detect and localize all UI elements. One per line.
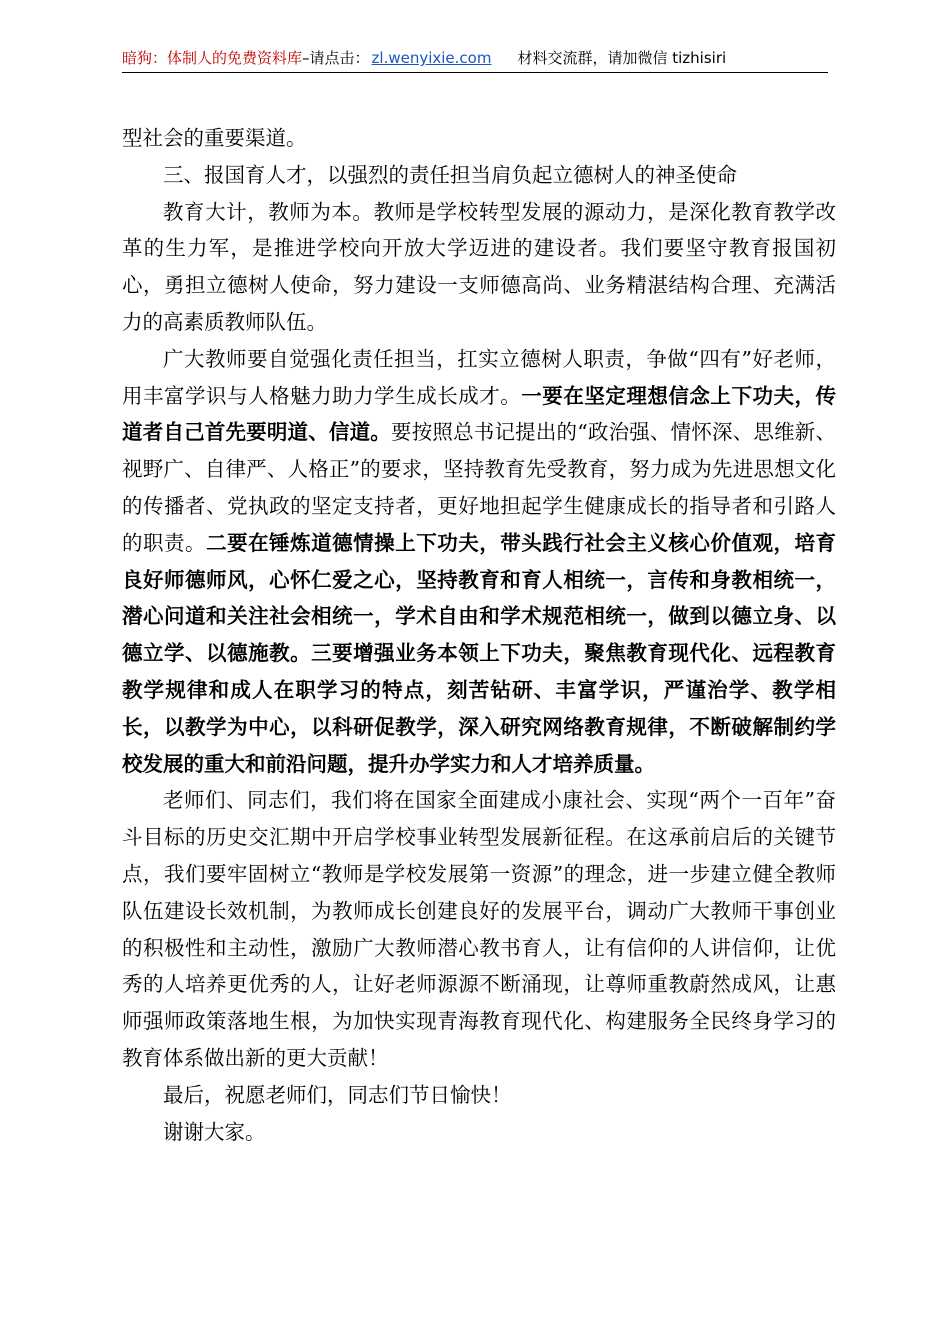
paragraph-thanks: 谢谢大家。 bbox=[163, 1119, 266, 1144]
page-header bbox=[122, 46, 828, 73]
paragraph-text: 要按照总书记提出的“政治强、情怀深、思维新、视野广、自律严、人格正”的要求，坚持教育先受教育，努力成为先进思想文化的传播者、党执政的坚定支持者，更好地担起学生健康成长的指导者和引路人的职责。 bbox=[122, 420, 837, 555]
document-body bbox=[122, 120, 836, 1150]
header-link[interactable]: zl.wenyixie.com bbox=[371, 49, 492, 67]
paragraph-bold-text: 二要在锤炼道德情操上下功夫，带头践行社会主义核心价值观，培育良好师德师风，心怀仁爱之心，坚持教育和育人相统一，言传和身教相统一，潜心问道和关注社会相统一，学术自由和学术规范相统一，做到以德立身、以德立学、以德施教。三要增强业务本领上下功夫，聚焦教育现代化、远程教育教学规律和成人在职学习的特点，刻苦钻研、丰富学识，严谨治学、教学相长，以教学为中心，以科研促教学，深入研究网络教育规律，不断破解制约学校发展的重大和前沿问题，提升办学实力和人才培养质量。 bbox=[122, 530, 837, 776]
paragraph-bold-text: 一要在坚定理想信念上下功夫，传道者自己首先要明道、信道。 bbox=[122, 383, 837, 445]
paragraph: 教育大计，教师为本。教师是学校转型发展的源动力，是深化教育教学改革的生力军，是推进学校向开放大学迈进的建设者。我们要坚守教育报国初心，勇担立德树人使命，努力建设一支师德高尚、业务精湛结构合理、充满活力的高素质教师队伍。 bbox=[122, 199, 836, 334]
paragraph: 老师们、同志们，我们将在国家全面建成小康社会、实现“两个一百年”奋斗目标的历史交汇期中开启学校事业转型发展新征程。在这承前启后的关键节点，我们要牢固树立“教师是学校发展第一资源”的理念，进一步建立健全教师队伍建设长效机制，为教师成长创建良好的发展平台，调动广大教师干事创业的积极性和主动性，激励广大教师潜心教书育人，让有信仰的人讲信仰，让优秀的人培养更优秀的人，让好老师源源不断涌现，让尊师重教蔚然成风，让惠师强师政策落地生根，为加快实现青海教育现代化、构建服务全民终身学习的教育体系做出新的更大贡献！ bbox=[122, 788, 836, 1070]
paragraph-closing: 最后，祝愿老师们，同志们节日愉快！ bbox=[163, 1082, 512, 1107]
paragraph bbox=[122, 341, 836, 783]
section-heading: 三、报国育人才，以强烈的责任担当肩负起立德树人的神圣使命 bbox=[163, 162, 737, 187]
header-wechat-note: 材料交流群，请加微信 tizhisiri bbox=[517, 49, 727, 67]
paragraph-text: 广大教师要自觉强化责任担当，扛实立德树人职责，争做“四有”好老师，用丰富学识与人格魅力助力学生成长成才。 bbox=[122, 346, 836, 408]
paragraph-continuation: 型社会的重要渠道。 bbox=[122, 126, 307, 150]
header-brand: 暗狗：体制人的免费资料库 bbox=[122, 49, 303, 67]
header-prompt: –请点击： bbox=[302, 49, 370, 67]
